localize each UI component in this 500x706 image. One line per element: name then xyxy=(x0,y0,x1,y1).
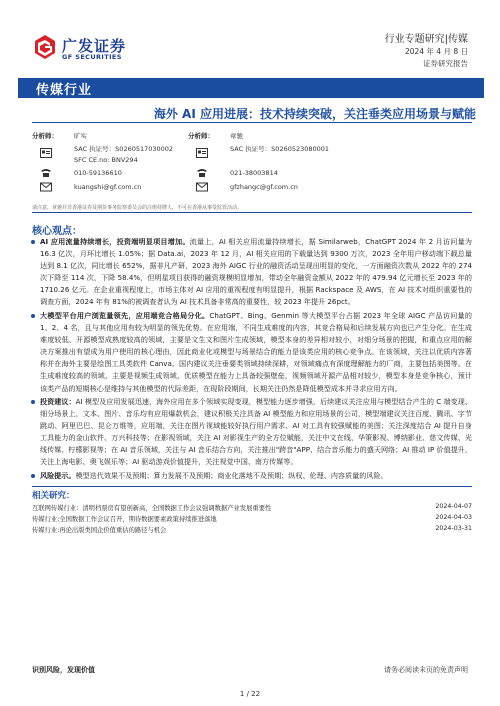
analyst-name: 旷实 xyxy=(74,132,87,140)
analyst-name: 章驰 xyxy=(230,132,243,140)
analyst-email: kuangshi@gf.com.cn xyxy=(74,183,142,191)
analyst-phone: 010-59136610 xyxy=(74,169,122,177)
company-logo xyxy=(32,34,128,62)
report-type: 行业专题研究|传媒 xyxy=(384,34,468,45)
analyst-phone: 021-38003814 xyxy=(230,169,278,177)
paragraph-lead: AI 应用流量持续增长，投资端明显项目增加。 xyxy=(40,237,190,246)
bullet-icon xyxy=(31,474,35,478)
related-item-title: 传媒行业:全国数据工作会议召开，期待数据要素政策持续推进落地 xyxy=(32,516,217,523)
related-item-date: 2024-04-07 xyxy=(435,503,472,510)
paragraph-body: 流量上，AI 相关应用流量持续增长，据 Similarweb，ChatGPT 2024 年 2 月访问量为 16.3 亿次，月环比增长 1.05%；据 Data.ai，2023 年 12 月，AI 相关应用的下载量达到 9300 万次，2023 全年用户移动端下载总量达到 8.1 亿次，同比增长 652%，据非凡产研，2023 海外 AIGC 行业的融资活动呈现出明显的变化，一方面融资次数从 2022 年的 274 次下降至 114 次，下降 58.4%，但明星项目获得的融资规模明显增加，带动全年融资金额从 2022 年的 479.94 亿元增长至 2023 年的 1710.26 亿元。在企业重视程度上，市场主体对 AI 应用的重视程度有明显提升，根据 Rackspace 及 AWS，在 AI 技术对组织重要性的调查方面，2024 年有 81%的被调查者认为 AI 技术具备非常高的重要性，较 2023 年提升 26pct。 xyxy=(40,237,472,307)
core-paragraph xyxy=(40,236,472,309)
report-headline: 海外 AI 应用进展：技术持续突破，关注垂类应用场景与赋能 xyxy=(153,107,476,121)
email-icon xyxy=(196,182,208,192)
id-card-icon xyxy=(40,148,52,158)
core-paragraph xyxy=(40,396,472,469)
core-views-title: 核心观点： xyxy=(32,226,82,237)
logo-text-en: GF SECURITIES xyxy=(62,53,122,61)
core-paragraph xyxy=(40,310,472,395)
paragraph-body: AI 模型及应用发展迅速，海外应用在多个领域实现变现，模型能力逐步增强，后续建议关注应用与模型结合产生的 C 端变现、细分场景上，文本、图片、音乐均有应用爆款机会，建议积极关注具备 AI 模型能力和应用场景的公司，模型端建议关注百度、腾讯、字节跳动、阿里巴巴、昆仑万维等，应用端，关注在图片视域能较好执行用户需求、AI 对工具有较强赋能的美图；关注深度结合 AI 提升自身工具能力的金山软件、万兴科技等；在影视领域，关注 AI 对影视生产的全方位赋能，关注中文在线、华策影视、博纳影业、慈文传媒、光线传媒、柠檬影视等；在 AI 音乐领域，关注与 AI 音乐结合方向，关注推出"跨音"APP、结合音乐能力的盛天网络；AI 推动 IP 价值提升，关注上海电影、奥飞娱乐等；AI 驱动游戏价值提升，关注视觉中国、南方传媒等。 xyxy=(40,397,473,467)
analyst-label: 分析师： xyxy=(32,132,58,140)
analyst-sac: SAC 执证号：S0260523080001 xyxy=(230,145,330,153)
related-item-title: 传媒行业:再论出版类国企价值重估的路径与机会 xyxy=(32,527,167,534)
footer-disclaimer-link[interactable]: 请务必阅读末页的免责声明 xyxy=(384,666,468,674)
gf-logo-icon xyxy=(32,34,58,60)
divider xyxy=(32,486,472,487)
phone-icon xyxy=(40,168,52,178)
related-item-title: 互联网传媒行业：清明档票房有望创新高，全国数据工作会议强调数据产业发展重要性 xyxy=(32,505,272,512)
industry-title: 传媒行业 xyxy=(36,83,93,98)
analyst-email: gfzhangc@gf.com.cn xyxy=(230,183,298,191)
page-number: 1 / 22 xyxy=(239,690,261,698)
analyst-sac: SAC 执证号：S0260517030002 xyxy=(74,145,174,153)
related-item-date: 2024-04-03 xyxy=(435,514,472,521)
disclaimer: 请注意，章驰并非香港证券及期货事务监察委员会的注册持牌人，不可在香港从事受监管活动。 xyxy=(32,205,243,211)
logo-text-cn: 广发证券 xyxy=(62,37,127,55)
related-item[interactable] xyxy=(32,525,472,537)
footer-slogan: 识别风险，发现价值 xyxy=(32,666,95,674)
email-icon xyxy=(40,182,52,192)
id-card-icon xyxy=(196,148,208,158)
divider xyxy=(32,122,472,123)
related-research-title: 相关研究： xyxy=(32,491,75,501)
core-paragraph xyxy=(40,470,472,482)
paragraph-lead: 投资建议： xyxy=(40,397,76,406)
industry-title-bar xyxy=(18,78,484,98)
related-item-date: 2024-03-31 xyxy=(435,525,472,532)
report-date: 2024 年 4 月 8 日 xyxy=(404,47,468,56)
divider xyxy=(32,212,472,213)
bullet-icon xyxy=(31,400,35,404)
paragraph-lead: 风险提示。 xyxy=(40,471,76,480)
paragraph-body: ChatGPT、Bing、Genmin 等大模型平台占据 2023 年全球 AIGC 产品访问量的 1、2、4 名，且与其他应用有较为明显的领先优势。在应用端，不同生成难度的内容，其竞合格局和后续发展方向也已产生分化。在生成难度较低、开源模型成熟度较高的领域，主要是文生文和图片生成领域，模型本身的差异相对较小，对细分场景的把握，和重点应用的解决方案推出有望成为用户使用的核心理由，因此商业化或模型与场景结合的能力是该类应用的核心竞争点。在该领域，关注以优质内容著称并在海外主要是绘图工具类软件 Canva。国内建议关注垂要类领域持续深耕，对领域痛点有深度理解能力的厂商，主要包括美图等。在生成难度较高的领域，主要是视频生成领域，优质模型在能力上具备较强壁垒，视频领域开源产品相对较少，模型本身是竞争核心，预计该类产品的短期核心是维持与其他模型的代际差距，在现阶段期间，长期关注仍然是降低模型成本并寻求应用方向。 xyxy=(40,311,472,393)
paragraph-lead: 大模型平台用户浏览量领先，应用端竞合格局分化。 xyxy=(40,311,210,320)
bullet-icon xyxy=(31,240,35,244)
report-kind: 证券研究报告 xyxy=(423,59,468,68)
paragraph-body: 模型迭代效果不及预期；算力发展不及预期；商业化落地不及预期；纵权、伦理、内容质量的风险。 xyxy=(75,471,388,480)
analyst-label: 分析师： xyxy=(188,132,214,140)
bullet-icon xyxy=(31,314,35,318)
phone-icon xyxy=(196,168,208,178)
analyst-sfc: SFC CE.no: BNV294 xyxy=(74,156,138,164)
